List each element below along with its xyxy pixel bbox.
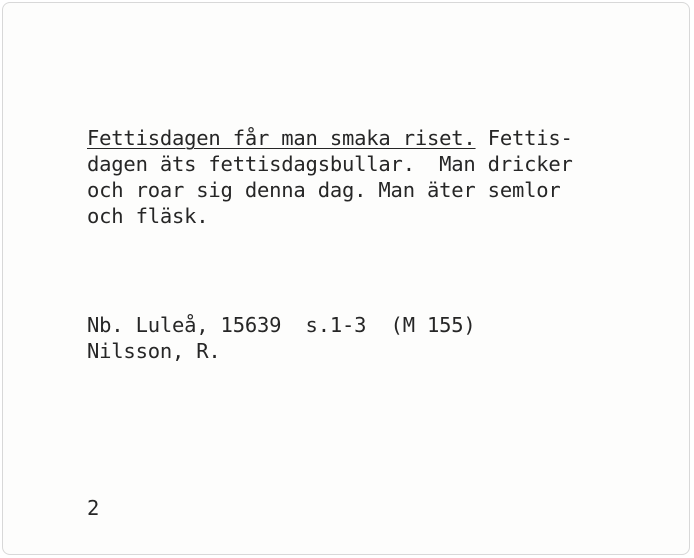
card-text-line-1: [87, 125, 573, 151]
page-number: 2: [87, 496, 100, 520]
card-text-line-4: och fläsk.: [87, 204, 209, 228]
source-reference: Nb. Luleå, 15639 s.1-3 (M 155): [87, 313, 476, 337]
underlined-heading: Fettisdagen får man smaka riset.: [87, 126, 476, 150]
card-text-line-1-continuation: Fettis-: [475, 126, 573, 150]
informant-name: Nilsson, R.: [87, 339, 221, 363]
card-text-line-2: dagen äts fettisdagsbullar. Man dricker: [87, 152, 573, 176]
card-text-line-3: och roar sig denna dag. Man äter semlor: [87, 178, 561, 202]
archive-index-card: [2, 2, 690, 555]
